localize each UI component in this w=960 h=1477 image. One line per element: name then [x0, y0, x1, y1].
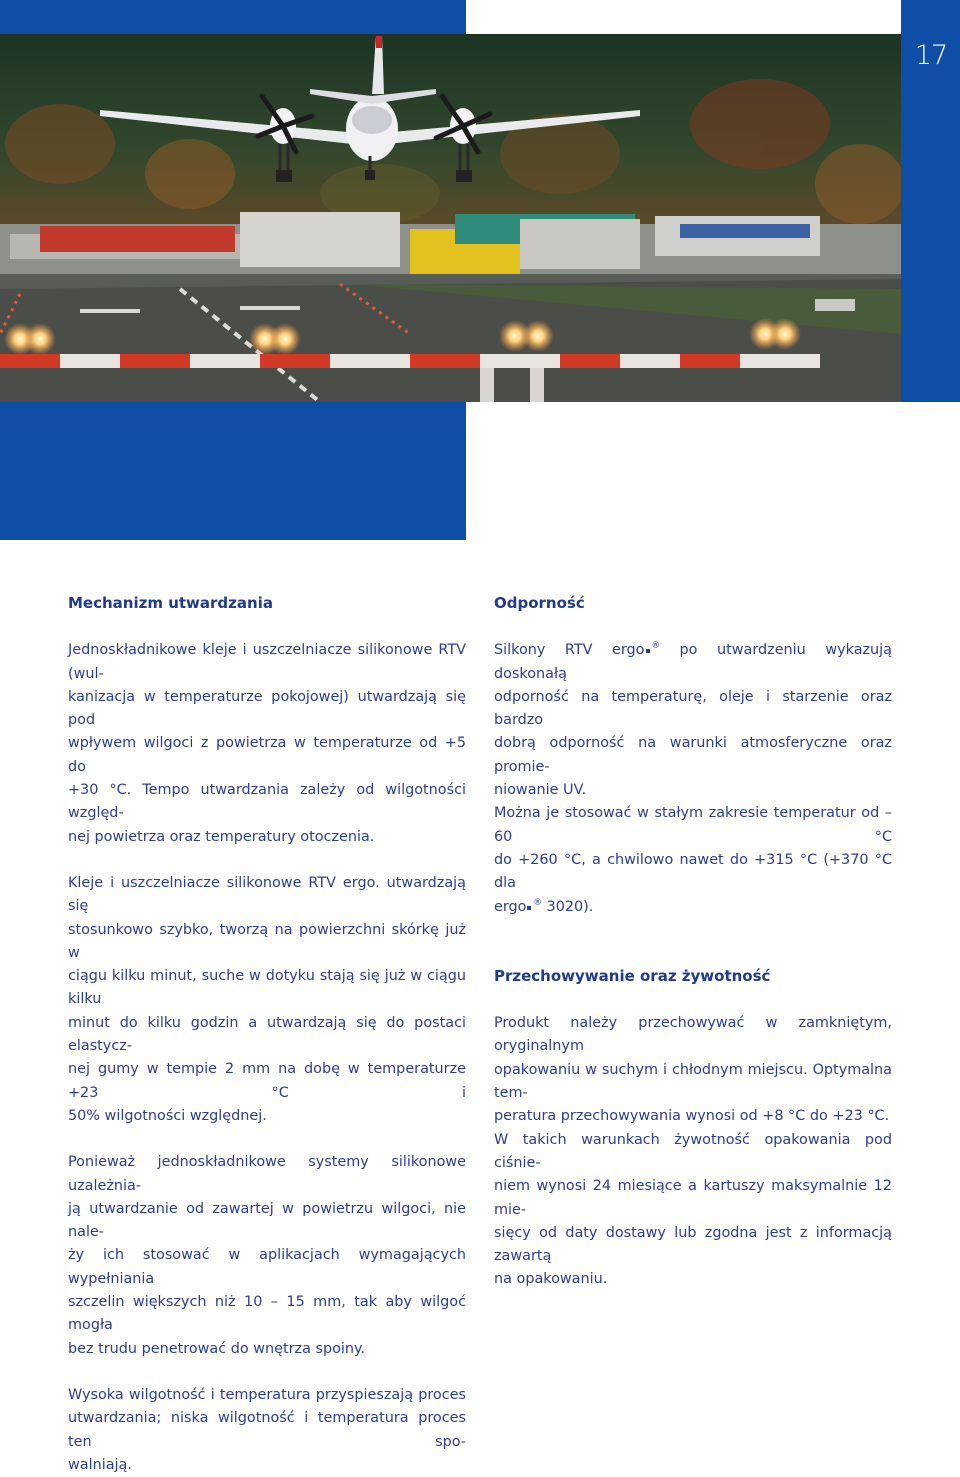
text-line: peratura przechowywania wynosi od +8 °C do +23 °C.	[494, 1108, 890, 1125]
paragraph-storage	[494, 1012, 892, 1292]
paragraph-humidity-effect	[68, 1384, 466, 1477]
text-line: walniają.	[68, 1456, 132, 1473]
text-line: szczelin większych niż 10 – 15 mm, tak aby wilgoć mogła	[68, 1294, 466, 1334]
text-line: ciągu kilku minut, suche w dotyku stają się już w ciągu kilku	[68, 968, 466, 1008]
blue-block	[0, 402, 466, 540]
paragraph-curing-intro	[68, 639, 466, 849]
text-line: opakowaniu w suchym i chłodnym miejscu. Optymalna tem-	[494, 1061, 892, 1102]
text-line: na opakowaniu.	[494, 1271, 608, 1288]
text-line: dobrą odporność na warunki atmosferyczne oraz promie-	[494, 735, 892, 775]
text-line: Produkt należy przechowywać w zamkniętym, oryginalnym	[494, 1015, 892, 1055]
text-line	[494, 639, 892, 686]
text-line: +30 °C. Tempo utwardzania zależy od wilgotności względ-	[68, 782, 466, 822]
text-line: stosunkowo szybko, tworzą na powierzchni skórkę już w	[68, 921, 466, 961]
text-line: niem wynosi 24 miesiące a kartuszy maksymalnie 12 mie-	[494, 1178, 892, 1218]
text-line: Jednoskładnikowe kleje i uszczelniacze silikonowe RTV (wul-	[68, 642, 466, 682]
registered-mark: ®	[651, 641, 660, 652]
text-line: bez trudu penetrować do wnętrza spoiny.	[68, 1340, 366, 1357]
text-line: wpływem wilgoci z powietrza w temperaturze od +5 do	[68, 735, 466, 775]
heading-storage-shelf-life: Przechowywanie oraz żywotność	[494, 966, 771, 985]
page-number: 17	[914, 40, 948, 71]
paragraph-resistance	[494, 639, 892, 919]
text-line: sięcy od daty dostawy lub zgodna jest z informacją zawartą	[494, 1224, 892, 1265]
registered-mark: ®	[533, 897, 542, 908]
paragraph-curing-speed	[68, 872, 466, 1128]
text-line: Można je stosować w stałym zakresie temperatur od – 60 °C	[494, 805, 892, 845]
text-span: Silkony RTV ergo	[494, 642, 645, 659]
paragraph-gap-limits	[68, 1151, 466, 1361]
heading-curing-mechanism: Mechanizm utwardzania	[68, 594, 273, 612]
text-line: ją utwardzanie od zawartej w powietrzu wilgoci, nie nale-	[68, 1200, 466, 1241]
airport-landing-photo	[0, 34, 901, 402]
ergo-dot-icon	[646, 649, 650, 653]
top-blue-strip	[0, 0, 466, 34]
ergo-dot-icon	[527, 906, 531, 910]
text-line: utwardzania; niska wilgotność i temperatura proces ten spo-	[68, 1410, 466, 1450]
text-line: minut do kilku godzin a utwardzają się do postaci elastycz-	[68, 1014, 466, 1055]
text-line: Kleje i uszczelniacze silikonowe RTV ergo. utwardzają się	[68, 874, 466, 915]
text-span: ergo	[494, 898, 527, 915]
text-span: 3020).	[546, 898, 594, 915]
text-span: po utwardzeniu wykazują doskonałą	[494, 642, 892, 682]
text-line: nej gumy w tempie 2 mm na dobę w temperaturze +23 °C i	[68, 1061, 466, 1101]
heading-resistance: Odporność	[494, 594, 585, 612]
text-line: do +260 °C, a chwilowo nawet do +315 °C (+370 °C dla	[494, 851, 892, 892]
left-column	[68, 592, 466, 1477]
text-line	[494, 896, 892, 919]
text-line: odporność na temperaturę, oleje i starzenie oraz bardzo	[494, 688, 892, 729]
text-line: 50% wilgotności względnej.	[68, 1107, 267, 1124]
text-line: Ponieważ jednoskładnikowe systemy silikonowe uzależnia-	[68, 1154, 466, 1194]
text-line: W takich warunkach żywotność opakowania pod ciśnie-	[494, 1131, 892, 1171]
text-line: Wysoka wilgotność i temperatura przyspieszają proces	[68, 1386, 466, 1403]
text-line: ży ich stosować w aplikacjach wymagających wypełniania	[68, 1247, 466, 1287]
text-line: kanizacja w temperaturze pokojowej) utwardzają się pod	[68, 688, 466, 729]
right-column	[494, 592, 892, 1292]
text-line: nej powietrza oraz temperatury otoczenia.	[68, 828, 375, 845]
text-line: niowanie UV.	[494, 782, 587, 799]
